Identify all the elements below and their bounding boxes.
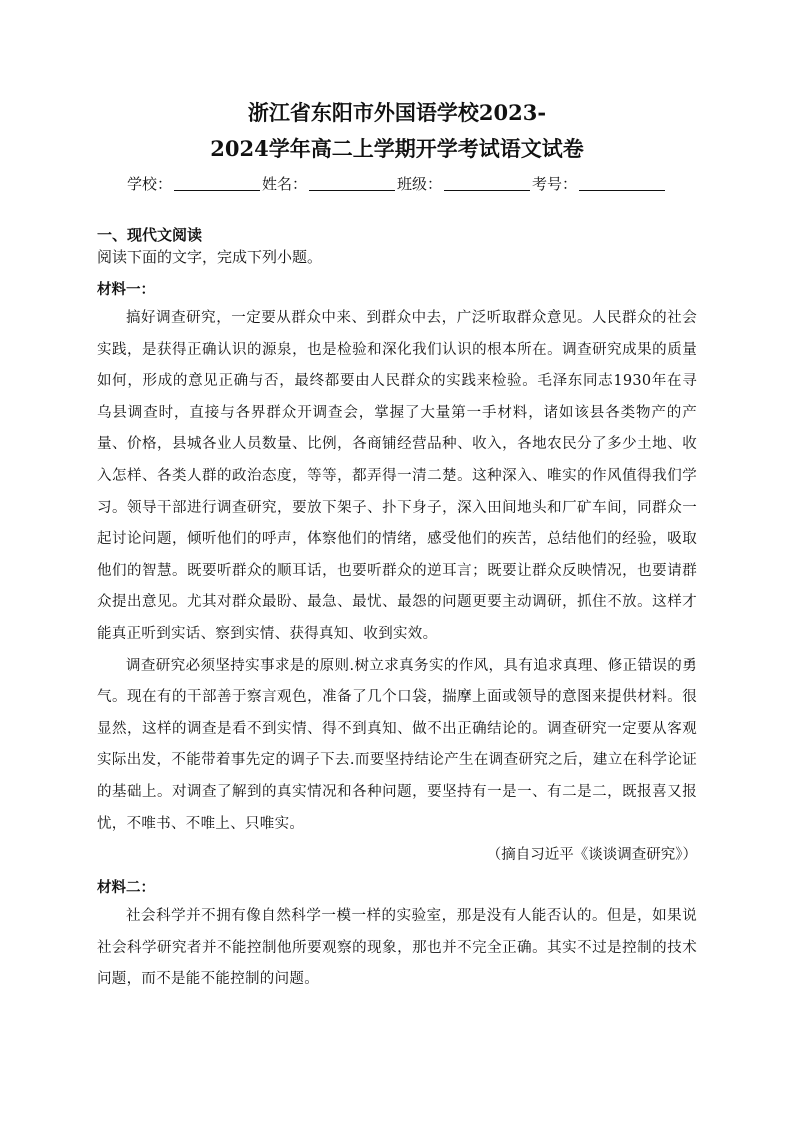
material1-paragraph2: 调查研究必须坚持实事求是的原则.树立求真务实的作风，具有追求真理、修正错误的勇气。现在有的干部善于察言观色，准备了几个口袋，揣摩上面或领导的意图来提供材料。很显然，这样的调查是看不到实情、得不到真知、做不出正确结论的。调查研究一定要从客观实际出发，不能带着事先定的调子下去.而要坚持结论产生在调查研究之后，建立在科学论证的基础上。对调查了解到的真实情况和各种问题，要坚持有一是一、有二是二，既报喜又报忧，不唯书、不唯上、只唯实。 — [97, 657, 697, 832]
material2-label: 材料二： — [97, 879, 155, 897]
name-blank — [309, 190, 395, 191]
exam-title-line1: 浙江省东阳市外国语学校2023- — [247, 100, 547, 125]
material1-source: （摘自习近平《谈谈调查研究》） — [486, 847, 697, 864]
section-instruction: 阅读下面的文字，完成下列小题。 — [97, 248, 323, 266]
student-info-row — [97, 173, 697, 194]
school-blank — [174, 190, 260, 191]
name-label: 姓名： — [261, 175, 307, 193]
material1-label: 材料一： — [97, 281, 155, 298]
class-blank — [444, 190, 530, 191]
school-label: 学校： — [126, 175, 172, 193]
material1-paragraph1: 搞好调查研究，一定要从群众中来、到群众中去，广泛听取群众意见。人民群众的社会实践，是获得正确认识的源泉，也是检验和深化我们认识的根本所在。调查研究成果的质量如何，形成的意见正确与否，最终都要由人民群众的实践来检验。毛泽东同志1930年在寻乌县调查时，直接与各界群众开调查会，掌握了大量第一手材料，诸如该县各类物产的产量、价格，县城各业人员数量、比例，各商铺经营品种、收入，各地农民分了多少土地、收入怎样、各类人群的政治态度，等等，都弄得一清二楚。这种深入、唯实的作风值得我们学习。领导干部进行调查研究，要放下架子、扑下身子，深入田间地头和厂矿车间，同群众一起讨论问题，倾听他们的呼声，体察他们的情绪，感受他们的疾苦，总结他们的经验，吸取他们的智慧。既要听群众的顺耳话，也要听群众的逆耳言；既要让群众反映情况，也要请群众提出意见。尤其对群众最盼、最急、最忧、最怨的问题更要主动调研，抓住不放。这样才能真正听到实话、察到实情、获得真知、收到实效。 — [97, 310, 697, 642]
exam-number-blank — [579, 190, 665, 191]
material2-paragraph1: 社会科学并不拥有像自然科学一模一样的实验室，那是没有人能否认的。但是，如果说社会科学研究者并不能控制他所要观察的现象，那也并不完全正确。其实不过是控制的技术问题，而不是能不能控制的问题。 — [97, 908, 697, 988]
exam-number-label: 考号： — [532, 175, 578, 193]
exam-title-line2: 2024学年高二上学期开学考试语文试卷 — [210, 136, 584, 161]
class-label: 班级： — [397, 175, 443, 193]
section-heading: 一、现代文阅读 — [97, 226, 203, 244]
